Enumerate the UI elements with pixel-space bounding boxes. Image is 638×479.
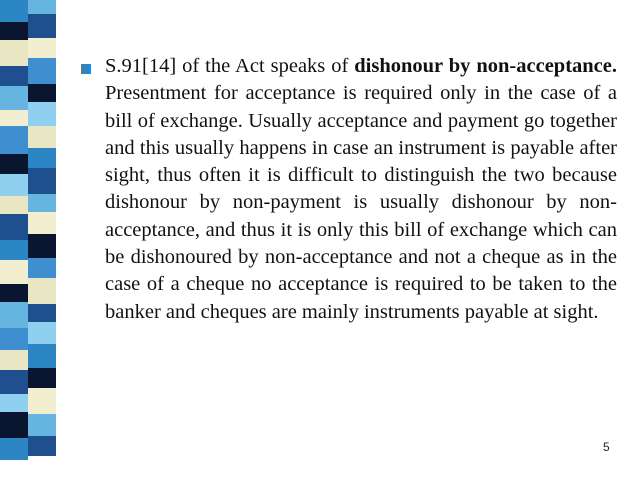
- stripe-block: [0, 110, 28, 126]
- stripe-block: [28, 304, 56, 322]
- stripe-block: [0, 22, 28, 40]
- stripe-block: [0, 86, 28, 110]
- stripe-block: [0, 66, 28, 86]
- decorative-stripe-border: [0, 0, 56, 479]
- stripe-block: [28, 38, 56, 58]
- stripe-block: [28, 436, 56, 456]
- stripe-block: [0, 438, 28, 460]
- stripe-block: [28, 84, 56, 102]
- stripe-block: [28, 388, 56, 414]
- slide-body-paragraph: [105, 53, 617, 326]
- stripe-block: [0, 350, 28, 370]
- stripe-block: [0, 154, 28, 174]
- square-bullet-icon: [81, 64, 91, 74]
- stripe-column-left: [0, 0, 28, 479]
- stripe-block: [0, 40, 28, 66]
- stripe-column-right: [28, 0, 56, 479]
- stripe-block: [0, 412, 28, 438]
- stripe-block: [28, 58, 56, 84]
- stripe-block: [0, 214, 28, 240]
- stripe-block: [0, 126, 28, 154]
- stripe-block: [28, 212, 56, 234]
- stripe-block: [0, 328, 28, 350]
- stripe-block: [28, 278, 56, 304]
- paragraph-bold-term: dishonour by non-acceptance.: [354, 55, 617, 77]
- stripe-block: [0, 284, 28, 302]
- paragraph-rest: Presentment for acceptance is required only in the case of a bill of exchange. Usually acceptance and payment go together and this usually happens in case an instrument is payable after sight, thus often it is difficult to distinguish the two because dishonour by non-payment is usually dishonour by non-acceptance, and thus it is only this bill of exchange which can be dishonoured by non-acceptance and not a cheque as in the case of a cheque no acceptance is required to be taken to the banker and cheques are mainly instruments payable at sight.: [105, 82, 617, 323]
- stripe-block: [0, 394, 28, 412]
- stripe-block: [0, 260, 28, 284]
- stripe-block: [28, 168, 56, 194]
- page-number: 5: [603, 440, 610, 454]
- stripe-block: [28, 258, 56, 278]
- stripe-block: [28, 322, 56, 344]
- stripe-block: [28, 102, 56, 126]
- stripe-edge: [56, 0, 60, 479]
- stripe-block: [0, 196, 28, 214]
- stripe-block: [28, 14, 56, 38]
- stripe-block: [28, 344, 56, 368]
- stripe-block: [28, 368, 56, 388]
- stripe-block: [0, 370, 28, 394]
- stripe-block: [28, 126, 56, 148]
- stripe-block: [28, 0, 56, 14]
- stripe-block: [28, 234, 56, 258]
- paragraph-intro: S.91[14] of the Act speaks of: [105, 55, 355, 77]
- stripe-block: [28, 414, 56, 436]
- stripe-block: [0, 174, 28, 196]
- stripe-block: [0, 240, 28, 260]
- stripe-block: [0, 0, 28, 22]
- stripe-block: [28, 148, 56, 168]
- stripe-block: [0, 302, 28, 328]
- stripe-block: [28, 194, 56, 212]
